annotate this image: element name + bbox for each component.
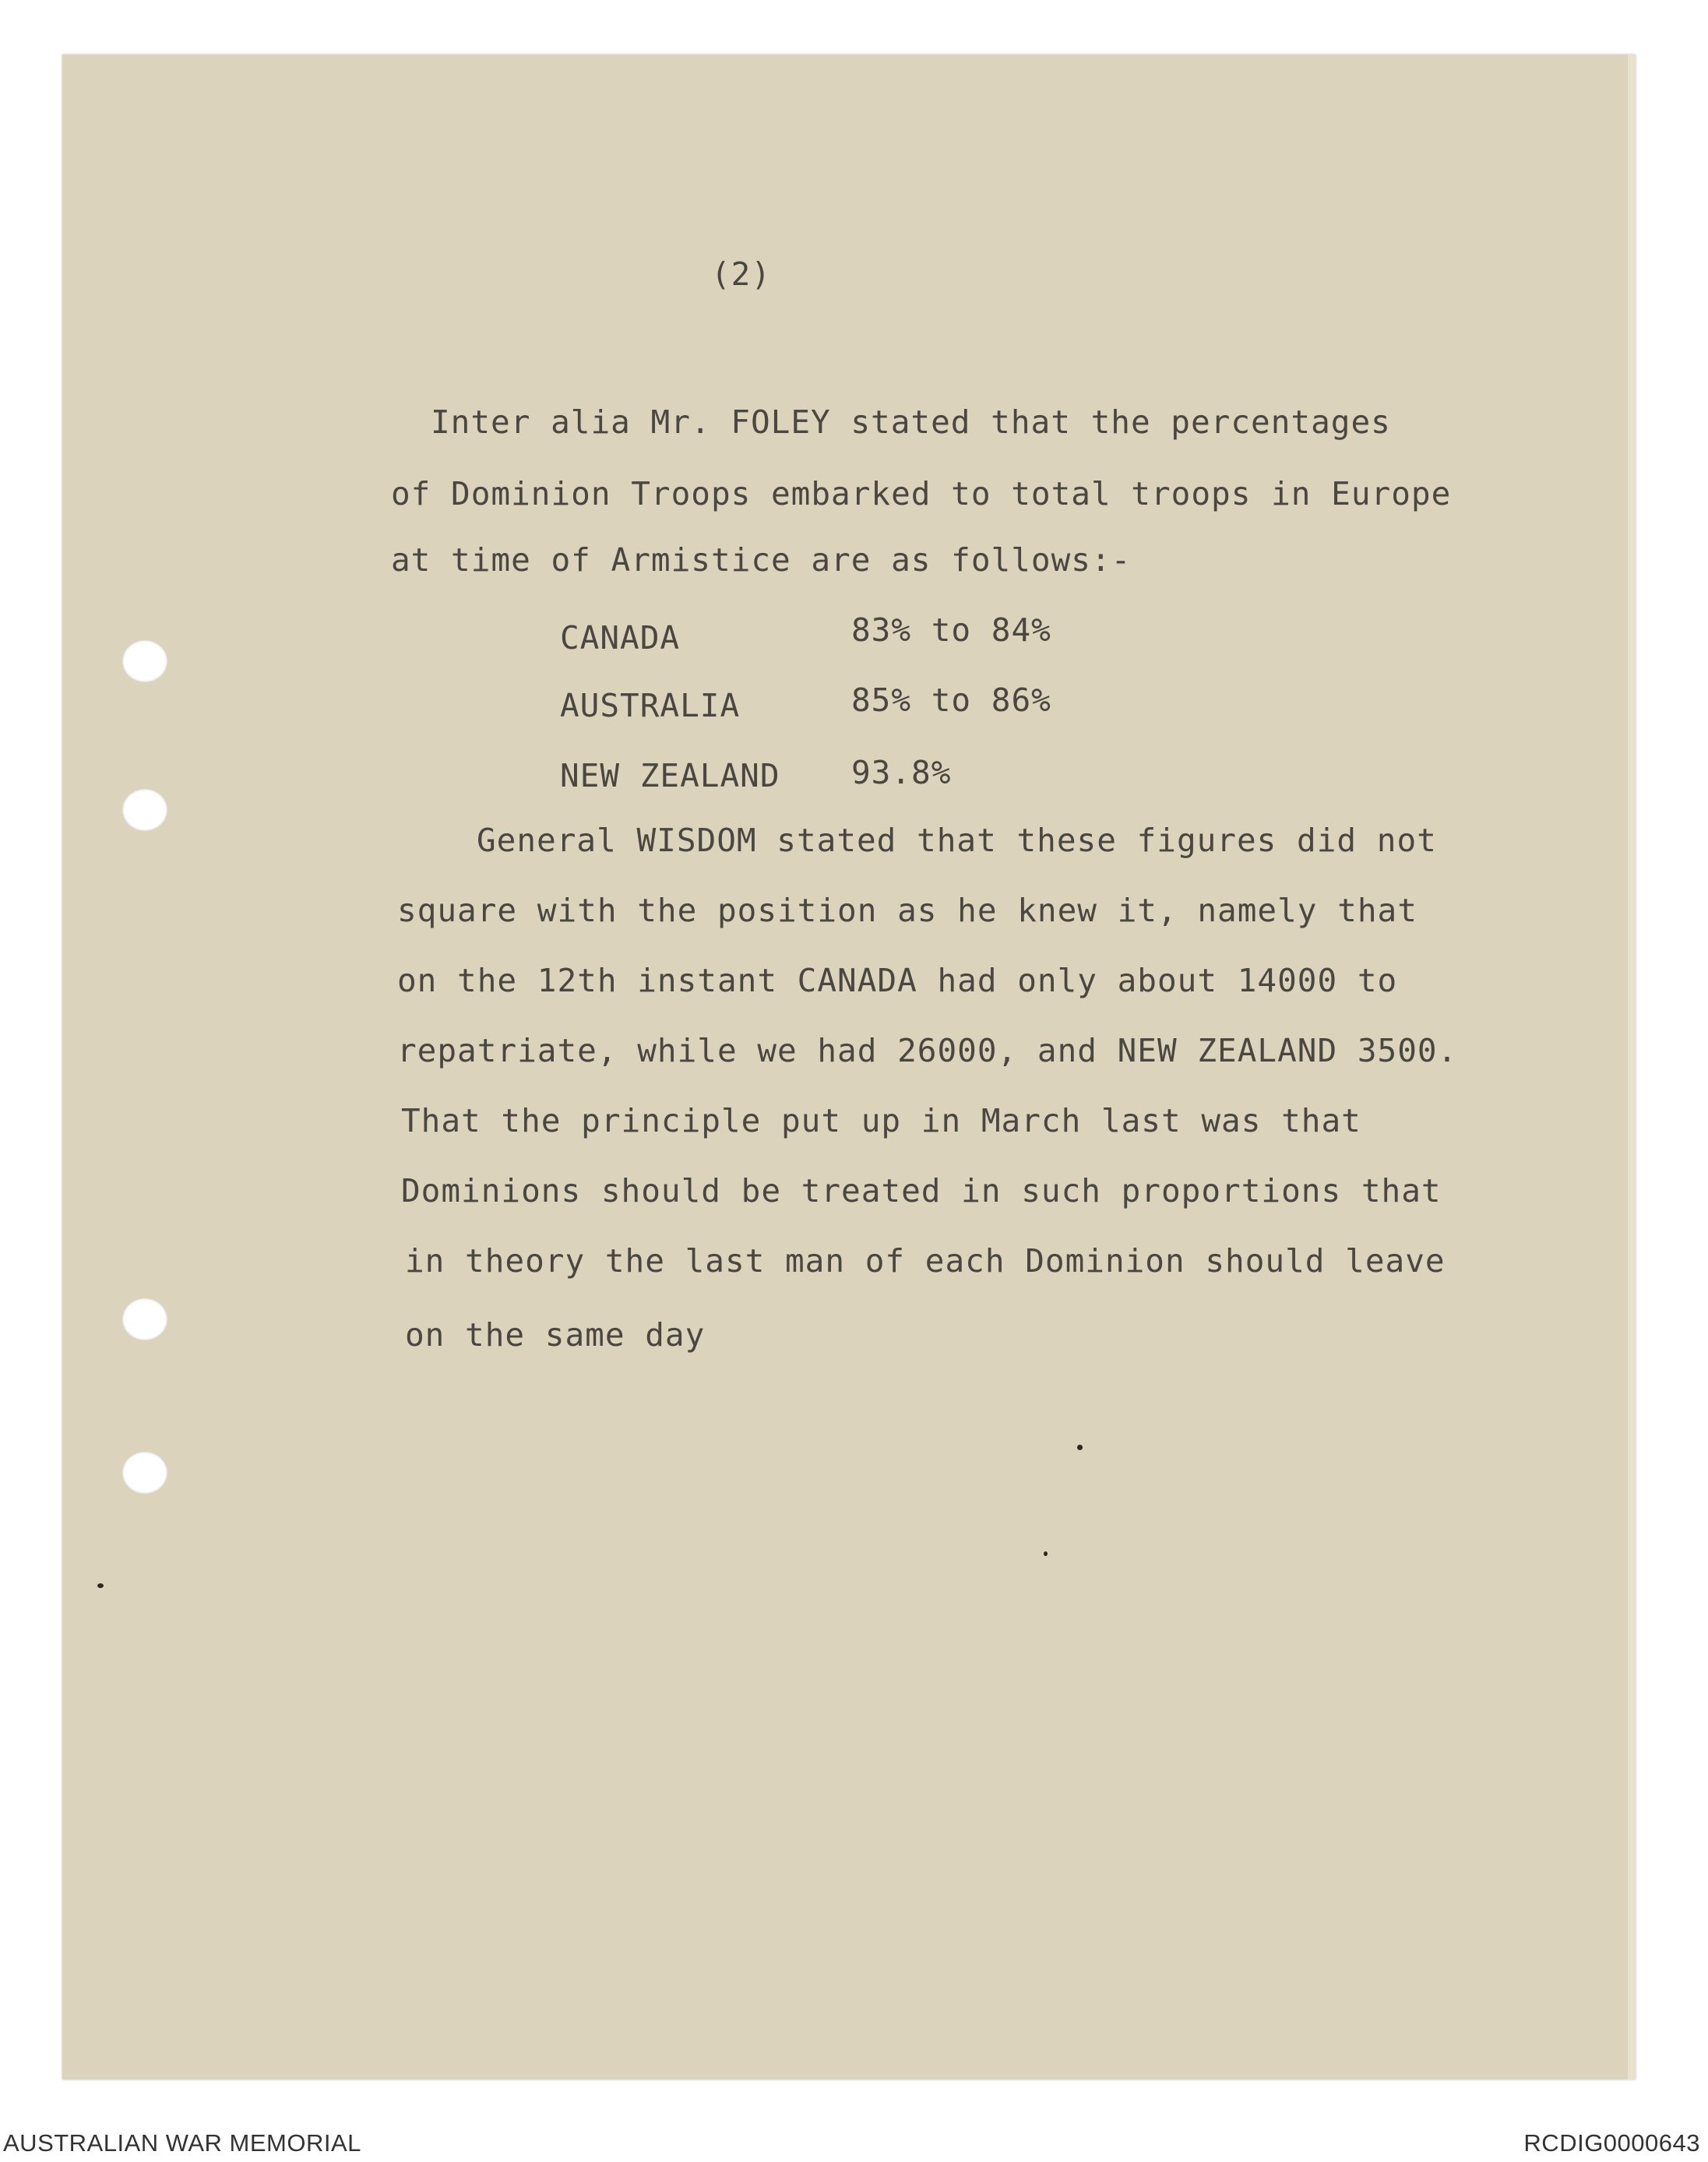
punch-hole	[122, 640, 167, 682]
text-line: Dominions should be treated in such proportions that	[401, 1172, 1442, 1210]
text-line: General WISDOM stated that these figures did not	[477, 822, 1437, 859]
text-line: at time of Armistice are as follows:-	[391, 541, 1132, 579]
country-name: AUSTRALIA	[560, 687, 741, 724]
percentage-value: 93.8%	[851, 754, 952, 791]
paper-speck	[1077, 1445, 1083, 1450]
text-line: repatriate, while we had 26000, and NEW ZEALAND 3500.	[397, 1032, 1458, 1069]
footer-credit: AUSTRALIAN WAR MEMORIAL	[3, 2129, 361, 2157]
punch-hole	[122, 1452, 167, 1494]
text-line: in theory the last man of each Dominion should leave	[405, 1242, 1446, 1280]
footer-id: RCDIG0000643	[1523, 2129, 1700, 2157]
paper-speck	[97, 1583, 104, 1588]
text-line: square with the position as he knew it, namely that	[397, 892, 1417, 929]
page-edge	[1628, 55, 1636, 2079]
punch-hole	[122, 1298, 167, 1340]
text-line: Inter alia Mr. FOLEY stated that the percentages	[431, 403, 1391, 441]
punch-hole	[122, 789, 167, 831]
paper-speck	[1044, 1551, 1048, 1556]
text-line: of Dominion Troops embarked to total troops in Europe	[391, 475, 1452, 512]
text-line: on the same day	[405, 1316, 706, 1354]
country-name: NEW ZEALAND	[560, 757, 780, 794]
page-number: (2)	[711, 255, 772, 293]
country-name: CANADA	[560, 619, 681, 657]
percentage-value: 83% to 84%	[851, 611, 1051, 649]
text-line: on the 12th instant CANADA had only about 14000 to	[397, 962, 1398, 999]
text-line: That the principle put up in March last was that	[401, 1102, 1361, 1139]
percentage-value: 85% to 86%	[851, 681, 1051, 719]
